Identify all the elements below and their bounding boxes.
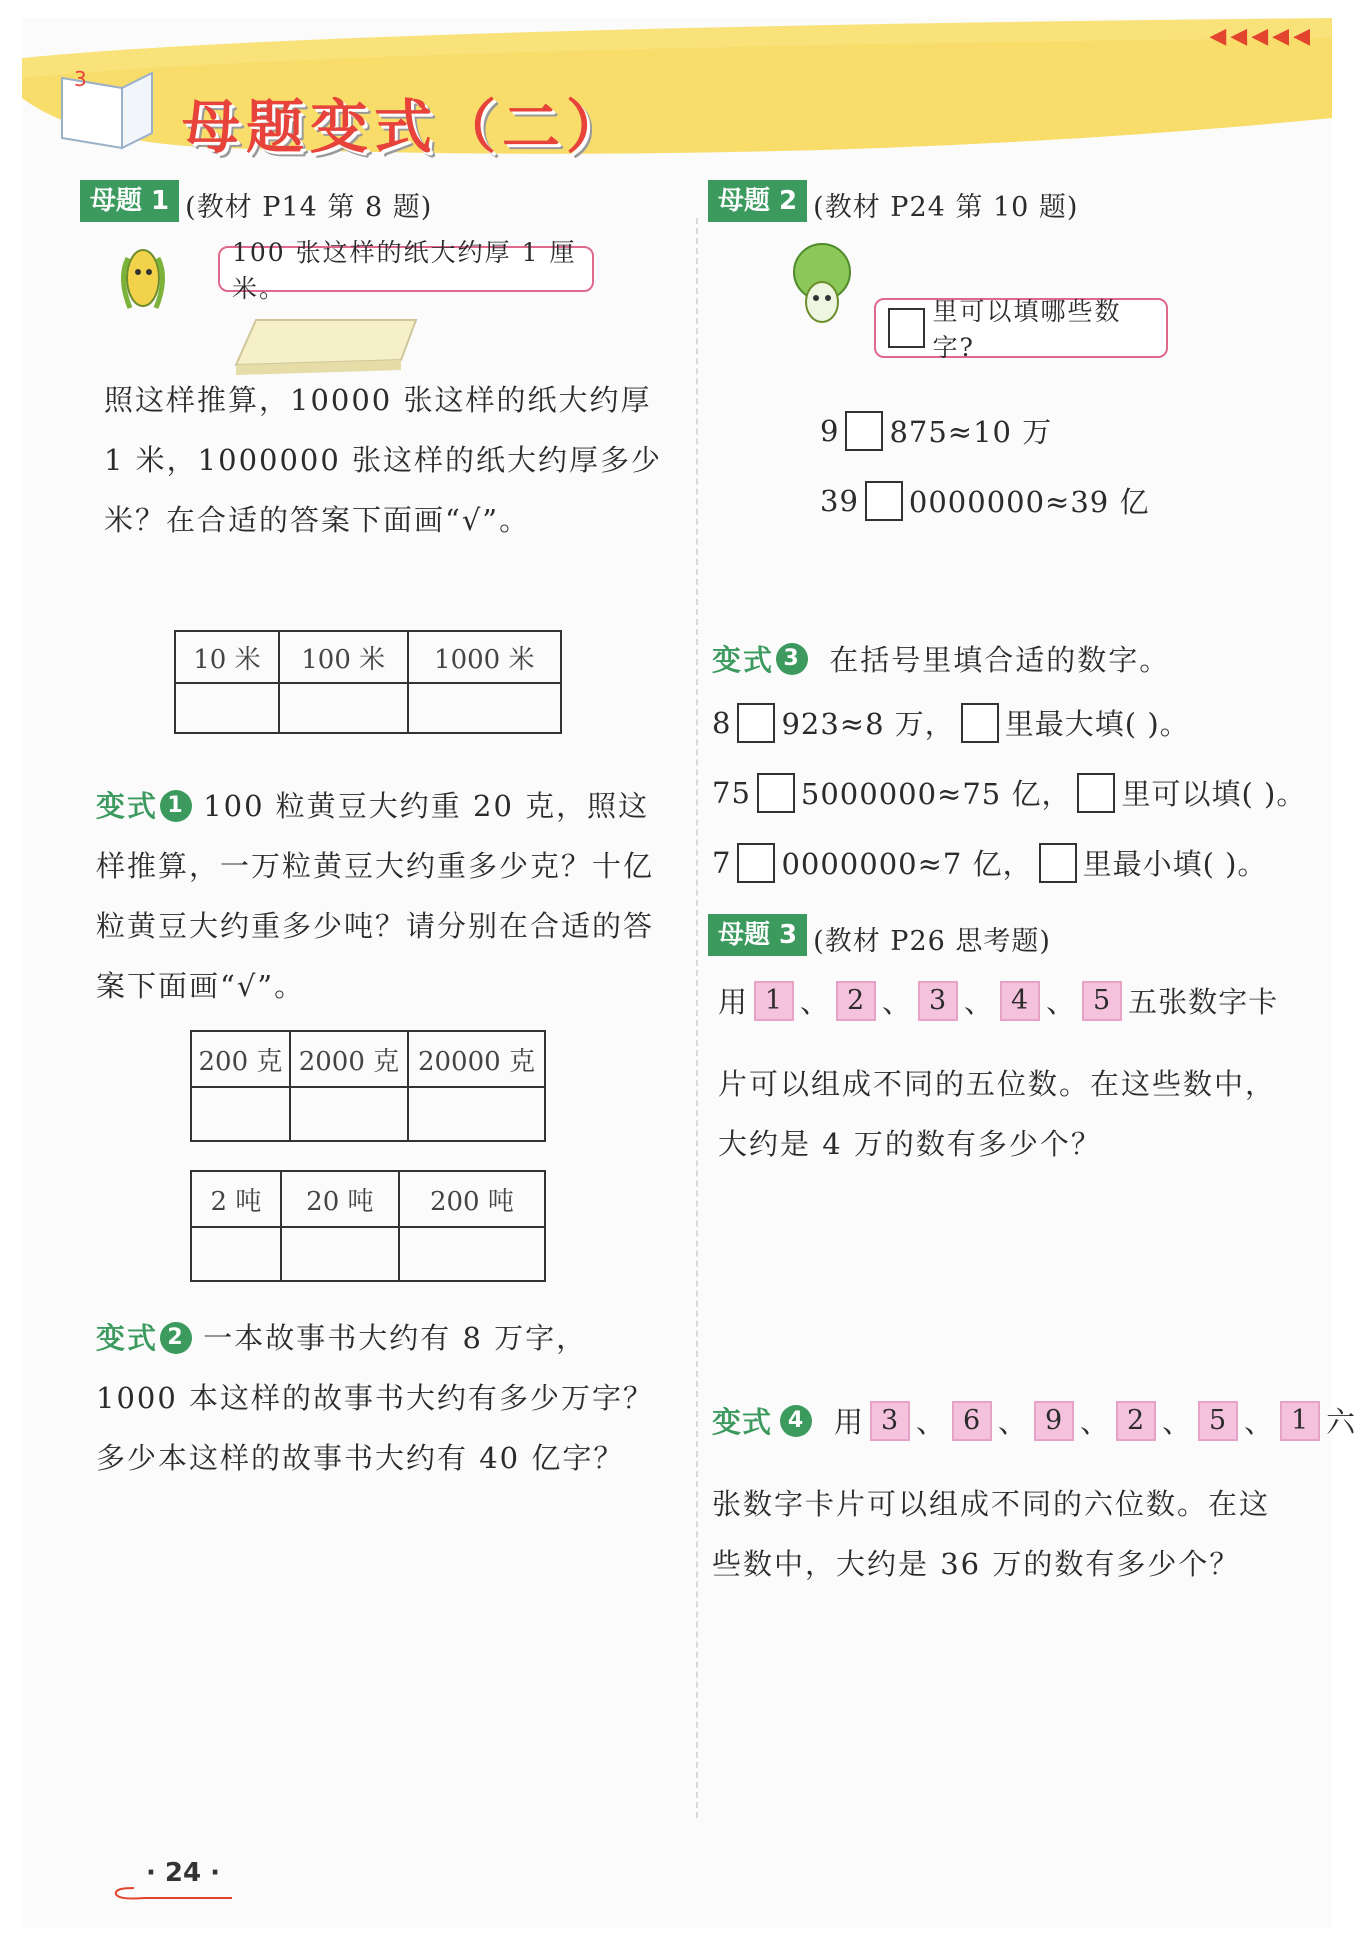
v3-number: 3 (776, 643, 808, 675)
v4-label: 变式 (712, 1405, 773, 1439)
v1-label: 变式 (96, 789, 159, 823)
v4-text: 张数字卡片可以组成不同的六位数。在这些数中，大约是 36 万的数有多少个？ (712, 1487, 1271, 1581)
v3-row-3-answer[interactable]: 里最小填( )。 (1082, 847, 1268, 881)
q3-card-4: 4 (1000, 981, 1040, 1021)
v1-ton-option-3: 200 吨 (399, 1171, 545, 1227)
page-title: 母题变式（二） (182, 93, 631, 161)
v3-row-2-prefix: 75 (712, 775, 751, 810)
v3-row-3-prefix: 7 (712, 845, 732, 880)
v4-tag (712, 1400, 818, 1441)
v4-card-6: 1 (1280, 1401, 1320, 1441)
q2-line-2-suffix: 0000000≈39 亿 (908, 485, 1150, 519)
q2-line-1-prefix: 9 (820, 413, 840, 448)
v1-ton-check-1[interactable] (191, 1227, 281, 1281)
q1-option-2: 100 米 (279, 631, 408, 683)
v2-label: 变式 (96, 1321, 159, 1355)
q2-heading (708, 180, 1078, 224)
v2-text: 一本故事书大约有 8 万字，1000 本这样的故事书大约有多少万字？多少本这样的故事书大约有 40 亿字？ (96, 1321, 655, 1475)
v3-row-1-blank-ref (961, 703, 999, 743)
column-divider (696, 218, 698, 1818)
cabbage-character-icon (782, 240, 862, 330)
v3-row-2-blank-ref (1077, 773, 1115, 813)
v3-label: 变式 (712, 643, 775, 677)
q2-line-1 (820, 410, 1058, 451)
page-number-text: · 24 · (146, 1858, 221, 1888)
q2-source: (教材 P24 第 10 题) (813, 192, 1079, 223)
v1-text: 100 粒黄豆大约重 20 克，照这样推算，一万粒黄豆大约重多少克？十亿粒黄豆大约重多少吨？请分别在合适的答案下面画“√”。 (96, 789, 655, 1003)
v4-card-1: 3 (870, 1401, 910, 1441)
q1-check-cell-3[interactable] (408, 683, 561, 733)
page (22, 18, 1357, 1928)
v1-ton-check-2[interactable] (281, 1227, 399, 1281)
q2-bubble-text: 里可以填哪些数字? (932, 297, 1122, 362)
decorative-arrows: ◀◀◀◀◀ (1209, 24, 1314, 49)
v4-card-4: 2 (1116, 1401, 1156, 1441)
q1-option-3: 1000 米 (408, 631, 561, 683)
q1-option-1: 10 米 (175, 631, 279, 683)
v1-gram-check-3[interactable] (408, 1087, 545, 1141)
v1-tag (96, 776, 192, 836)
v1-gram-check-2[interactable] (290, 1087, 408, 1141)
v1-gram-check-1[interactable] (191, 1087, 290, 1141)
v3-tag (712, 638, 808, 679)
q2-speech-bubble (874, 297, 1168, 362)
q3-card-line: 用 1 、 2 、 3 、 4 、 5 五张数字卡 (718, 980, 1284, 1021)
q1-check-cell-2[interactable] (279, 683, 408, 733)
v3-row-3-middle: 0000000≈7 亿， (781, 847, 1033, 881)
svg-text:3: 3 (74, 67, 87, 91)
v3-row-2-answer[interactable]: 里可以填( )。 (1121, 777, 1307, 811)
v2-tag (96, 1308, 192, 1368)
q1-speech-bubble: 100 张这样的纸大约厚 1 厘米。 (218, 246, 594, 292)
q3-source: (教材 P26 思考题) (813, 926, 1051, 957)
v3-intro: 在括号里填合适的数字。 (829, 643, 1171, 677)
v3-row-3 (712, 842, 1273, 883)
v3-row-2-middle: 5000000≈75 亿， (800, 777, 1072, 811)
q3-after-cards: 五张数字卡 (1128, 985, 1279, 1019)
q3-card-5: 5 (1082, 981, 1122, 1021)
v4-card-line: 变式 4 用 3 、 6 、 9 、 2 、 5 、 1 六 (712, 1400, 1362, 1441)
v1-gram-option-2: 2000 克 (290, 1031, 408, 1087)
q2-line-1-blank[interactable] (845, 411, 883, 451)
q1-heading (80, 180, 432, 224)
v1-answer-table-tons (190, 1170, 546, 1282)
q2-line-2-blank[interactable] (865, 481, 903, 521)
v1-ton-option-1: 2 吨 (191, 1171, 281, 1227)
v4-after-cards: 六 (1326, 1405, 1357, 1439)
v3-row-1-blank[interactable] (737, 703, 775, 743)
v3-row-1-answer[interactable]: 里最大填( )。 (1004, 707, 1190, 741)
v3-row-2-blank[interactable] (757, 773, 795, 813)
q3-card-2: 2 (836, 981, 876, 1021)
corn-character-icon (108, 238, 178, 318)
v3-row-2 (712, 772, 1312, 813)
v3-row-1 (712, 702, 1196, 743)
v1-gram-option-3: 20000 克 (408, 1031, 545, 1087)
q2-line-1-suffix: 875≈10 万 (889, 415, 1053, 449)
v1-ton-option-2: 20 吨 (281, 1171, 399, 1227)
q1-tag: 母题 1 (80, 180, 179, 222)
v4-card-3: 9 (1034, 1401, 1074, 1441)
v3-row-3-blank[interactable] (737, 843, 775, 883)
q1-check-cell-1[interactable] (175, 683, 279, 733)
page-number (132, 1858, 221, 1888)
q1-source: (教材 P14 第 8 题) (185, 192, 433, 223)
v3-row-3-blank-ref (1039, 843, 1077, 883)
q2-line-2 (820, 480, 1155, 521)
q3-card-1: 1 (754, 981, 794, 1021)
q2-bubble-blank-box (888, 308, 925, 348)
v3-row-1-middle: 923≈8 万， (781, 707, 955, 741)
q2-tag: 母题 2 (708, 180, 807, 222)
q2-line-2-prefix: 39 (820, 483, 859, 518)
v1-ton-check-3[interactable] (399, 1227, 545, 1281)
v1-number: 1 (160, 790, 192, 822)
v4-number: 4 (780, 1405, 812, 1437)
header-banner (22, 18, 1332, 198)
v4-card-5: 5 (1198, 1401, 1238, 1441)
v2-block (96, 1308, 666, 1488)
v3-heading (712, 638, 1170, 679)
q3-text: 片可以组成不同的五位数。在这些数中，大约是 4 万的数有多少个？ (718, 1067, 1277, 1161)
v1-answer-table-grams (190, 1030, 546, 1142)
q3-use-word: 用 (718, 985, 749, 1019)
q1-answer-table (174, 630, 562, 734)
q3-card-3: 3 (918, 981, 958, 1021)
v4-card-2: 6 (952, 1401, 992, 1441)
v3-row-1-prefix: 8 (712, 705, 732, 740)
v4-use-word: 用 (834, 1405, 865, 1439)
v1-gram-option-1: 200 克 (191, 1031, 290, 1087)
v2-number: 2 (160, 1322, 192, 1354)
q3-tag: 母题 3 (708, 914, 807, 956)
v1-block (96, 776, 666, 1016)
q3-heading (708, 914, 1051, 958)
q1-text: 照这样推算，10000 张这样的纸大约厚 1 米，1000000 张这样的纸大约厚多少米？在合适的答案下面画“√”。 (104, 383, 663, 537)
